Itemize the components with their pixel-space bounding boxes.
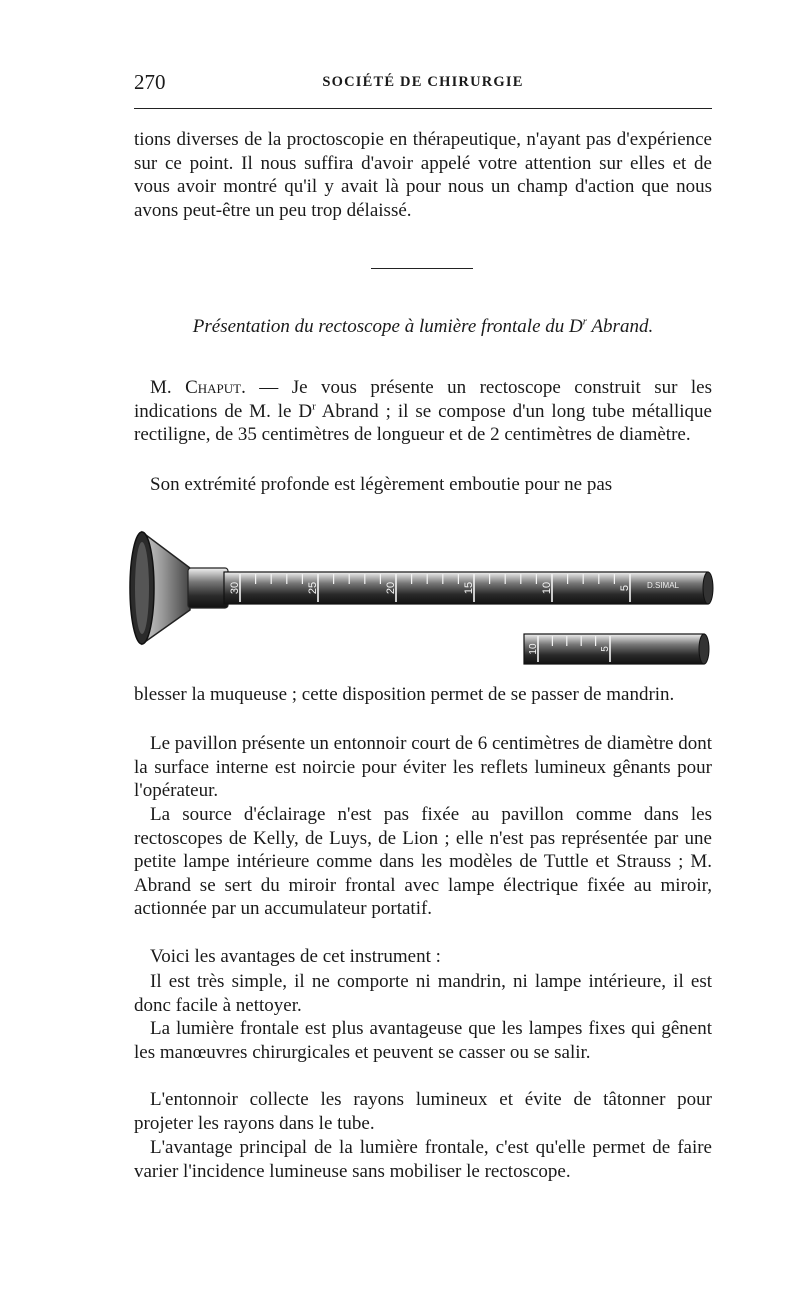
main-tube-end bbox=[703, 572, 713, 604]
running-head: SOCIÉTÉ DE CHIRURGIE bbox=[322, 74, 524, 90]
tube-collar bbox=[188, 568, 228, 608]
graduation-number: 5 bbox=[600, 646, 611, 652]
page-number: 270 bbox=[134, 70, 166, 94]
graduation-number: 15 bbox=[463, 581, 475, 595]
speaker-text-2: Abrand ; il se compose d'un long tube métallique rectiligne, de 35 centimètres de longueur et de 2 centimètres de diamètre. bbox=[134, 400, 712, 445]
section-title-name: Abrand. bbox=[587, 316, 654, 337]
graduation-number: 10 bbox=[528, 643, 539, 655]
graduation-number: 10 bbox=[541, 581, 553, 595]
body-paragraph: Le pavillon présente un entonnoir court de 6 centimètres de diamètre dont la surface interne est noircie pour éviter les reflets lumineux gênants pour l'opérateur. bbox=[134, 733, 712, 801]
body-paragraph: La lumière frontale est plus avantageuse que les lampes fixes qui gênent les manœuvres chirurgicales et peuvent se casser ou se salir. bbox=[134, 1018, 712, 1063]
short-tube-end bbox=[699, 634, 709, 664]
graduation-number: 30 bbox=[229, 581, 241, 595]
funnel-interior bbox=[135, 542, 149, 634]
pre-figure-paragraph: Son extrémité profonde est légèrement emboutie pour ne pas bbox=[150, 474, 613, 495]
page-header bbox=[134, 66, 712, 96]
body-paragraph: La source d'éclairage n'est pas fixée au pavillon comme dans les rectoscopes de Kelly, de Luys, de Lion ; elle n'est pas représentée par une petite lampe intérieure comme dans les modèles de Tuttle et Strauss ; M. Abrand se sert du miroir frontal avec lampe électrique fixée au miroir, actionnée par un accumulateur portatif. bbox=[134, 804, 712, 919]
header-rule bbox=[134, 108, 712, 109]
graduation-number: 5 bbox=[619, 584, 631, 592]
short-tube bbox=[524, 634, 704, 664]
graduation-number: 20 bbox=[385, 581, 397, 595]
speaker-name: M. Chaput. bbox=[150, 377, 246, 398]
section-title bbox=[134, 316, 712, 338]
body-paragraph: blesser la muqueuse ; cette disposition permet de se passer de mandrin. bbox=[134, 684, 675, 705]
section-separator bbox=[371, 268, 473, 269]
maker-label: D.SIMAL bbox=[647, 581, 680, 590]
rectoscope-figure bbox=[120, 522, 720, 682]
body-paragraph: L'entonnoir collecte les rayons lumineux et évite de tâtonner pour projeter les rayons dans le tube. bbox=[134, 1089, 712, 1134]
speaker-text-1: — Je vous présente un rectoscope construit sur les indications de M. le D bbox=[134, 377, 712, 422]
graduation-number: 25 bbox=[307, 581, 319, 595]
speaker-paragraph bbox=[134, 376, 712, 447]
body-paragraph: L'avantage principal de la lumière frontale, c'est qu'elle permet de faire varier l'incidence lumineuse sans mobiliser le rectoscope. bbox=[134, 1137, 712, 1182]
body-paragraph: Il est très simple, il ne comporte ni mandrin, ni lampe intérieure, il est donc facile à nettoyer. bbox=[134, 971, 712, 1016]
intro-paragraph: tions diverses de la proctoscopie en thérapeutique, n'ayant pas d'expérience sur ce point. Il nous suffira d'avoir appelé votre attention sur elles et de vous avoir montré qu'il y avait là pour nous un champ d'action que nous avons peut-être un peu trop délaissé. bbox=[134, 129, 712, 221]
body-paragraph: Voici les avantages de cet instrument : bbox=[150, 946, 441, 967]
section-title-superscript: r bbox=[582, 315, 588, 328]
speaker-superscript: r bbox=[312, 400, 316, 413]
section-title-text: Présentation du rectoscope à lumière frontale du D bbox=[192, 316, 583, 337]
